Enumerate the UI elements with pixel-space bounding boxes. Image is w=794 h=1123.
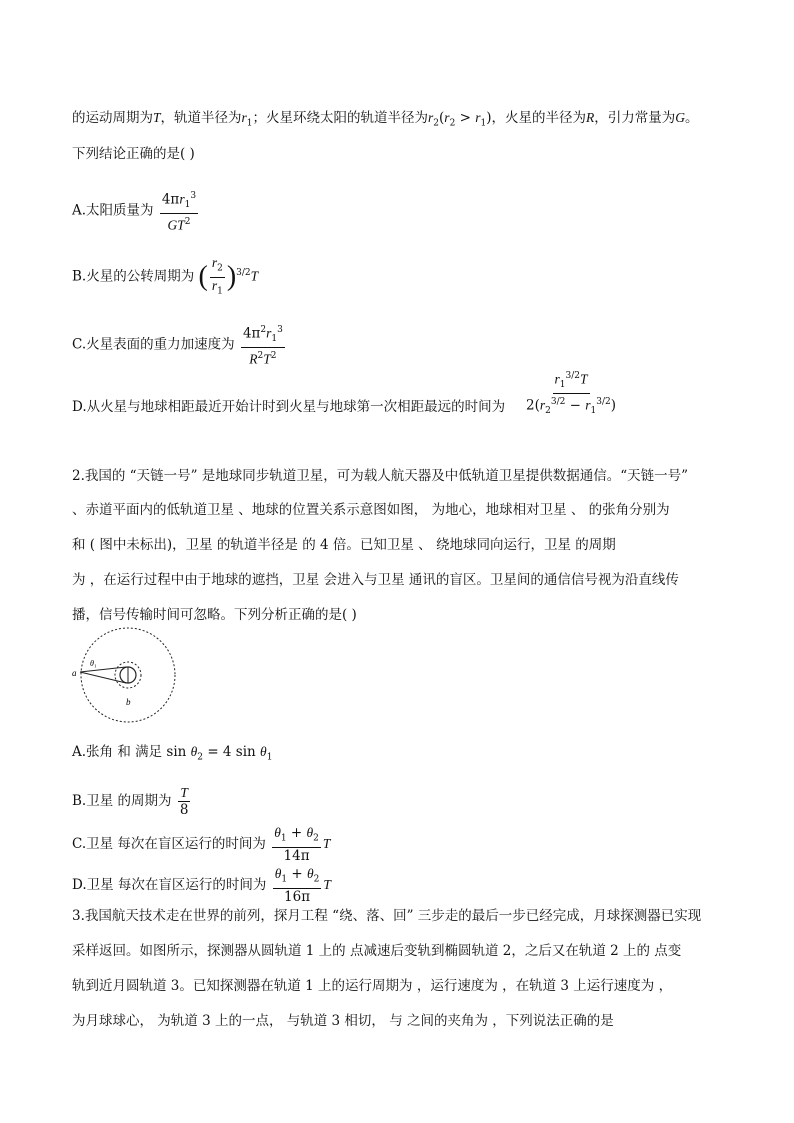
formula-a: $\frac{4\pi r_1^3}{GT^2}$	[160, 188, 198, 234]
formula-d: $\frac{r_1^{3/2}T}{2(r_2^{3/2} - r_1^{3/2})}$	[522, 368, 620, 419]
q1-line-2: 下列结论正确的是( )	[72, 146, 195, 162]
q2-option-b: B.卫星 的周期为 $\frac{T}{8}$	[72, 785, 189, 818]
q2-line-1: 2.我国的 “天链一号” 是地球同步轨道卫星，可为载人航天器及中低轨道卫星提供数据通信。“天链一号”	[72, 468, 689, 484]
formula-b: $\frac{r_2}{r_1}$	[211, 255, 223, 297]
q2-option-d: D.卫星 每次在盲区运行的时间为 $\frac{\theta_1 + \theta_2}{16\pi}$ T	[72, 866, 331, 905]
label-a: a	[72, 668, 77, 678]
q1-line-1: 的运动周期为T，轨道半径为$r_1$；火星环绕太阳的轨道半径为$r_2(r_2 > r_1)$，火星的半径为R，引力常量为G。	[72, 110, 699, 129]
label-theta: θ₁	[90, 659, 97, 668]
q3-line-2: 采样返回。如图所示，探测器从圆轨道 1 上的 点减速后变轨到椭圆轨道 2，之后又在轨道 2 上的 点变	[72, 943, 682, 959]
q2-line-3: 和 ( 图中未标出)，卫星 的轨道半径是 的 4 倍。已知卫星 、 绕地球同向运行，卫星 的周期	[72, 537, 616, 553]
tangent-line-2	[80, 672, 126, 683]
q1-option-d: D.从火星与地球相距最近开始计时到火星与地球第一次相距最远的时间为	[72, 399, 506, 415]
q1-option-a: A.太阳质量为 $\frac{4\pi r_1^3}{GT^2}$	[72, 188, 734, 234]
orbit-diagram	[64, 626, 188, 726]
q3-line-1: 3.我国航天技术走在世界的前列，探月工程 “绕、落、回” 三步走的最后一步已经完成，月球探测器已实现	[72, 908, 702, 924]
tangent-line-1	[80, 667, 126, 672]
q3-line-4: 为月球球心， 为轨道 3 上的一点， 与轨道 3 相切， 与 之间的夹角为 ，下列说法正确的是	[72, 1013, 614, 1029]
q1-option-c: C.火星表面的重力加速度为 $\frac{4\pi^2r_1^3}{R^2T^2}$	[72, 322, 734, 368]
formula-c: $\frac{4\pi^2r_1^3}{R^2T^2}$	[241, 322, 285, 368]
q2-option-c: C.卫星 每次在盲区运行的时间为 $\frac{\theta_1 + \theta_2}{14\pi}$ T	[72, 825, 331, 864]
q2-line-5: 播，信号传输时间可忽略。下列分析正确的是( )	[72, 607, 357, 623]
q2-line-2: 、赤道平面内的低轨道卫星 、地球的位置关系示意图如图， 为地心，地球相对卫星 、 的张角分别为	[72, 502, 670, 518]
label-b: b	[126, 697, 131, 707]
q2-line-4: 为 ，在运行过程中由于地球的遮挡，卫星 会进入与卫星 通讯的盲区。卫星间的通信信号视为沿直线传	[72, 572, 679, 588]
q2-option-a: A.张角 和 满足 $\sin \theta_2 = 4$ $\sin \theta_1$	[72, 744, 273, 763]
q1-option-b: B.火星的公转周期为 ( $\frac{r_2}{r_1}$ )$^{3/2}$T	[72, 255, 734, 299]
q3-line-3: 轨到近月圆轨道 3。已知探测器在轨道 1 上的运行周期为 ，运行速度为 ，在轨道 3 上运行速度为 ，	[72, 978, 673, 994]
